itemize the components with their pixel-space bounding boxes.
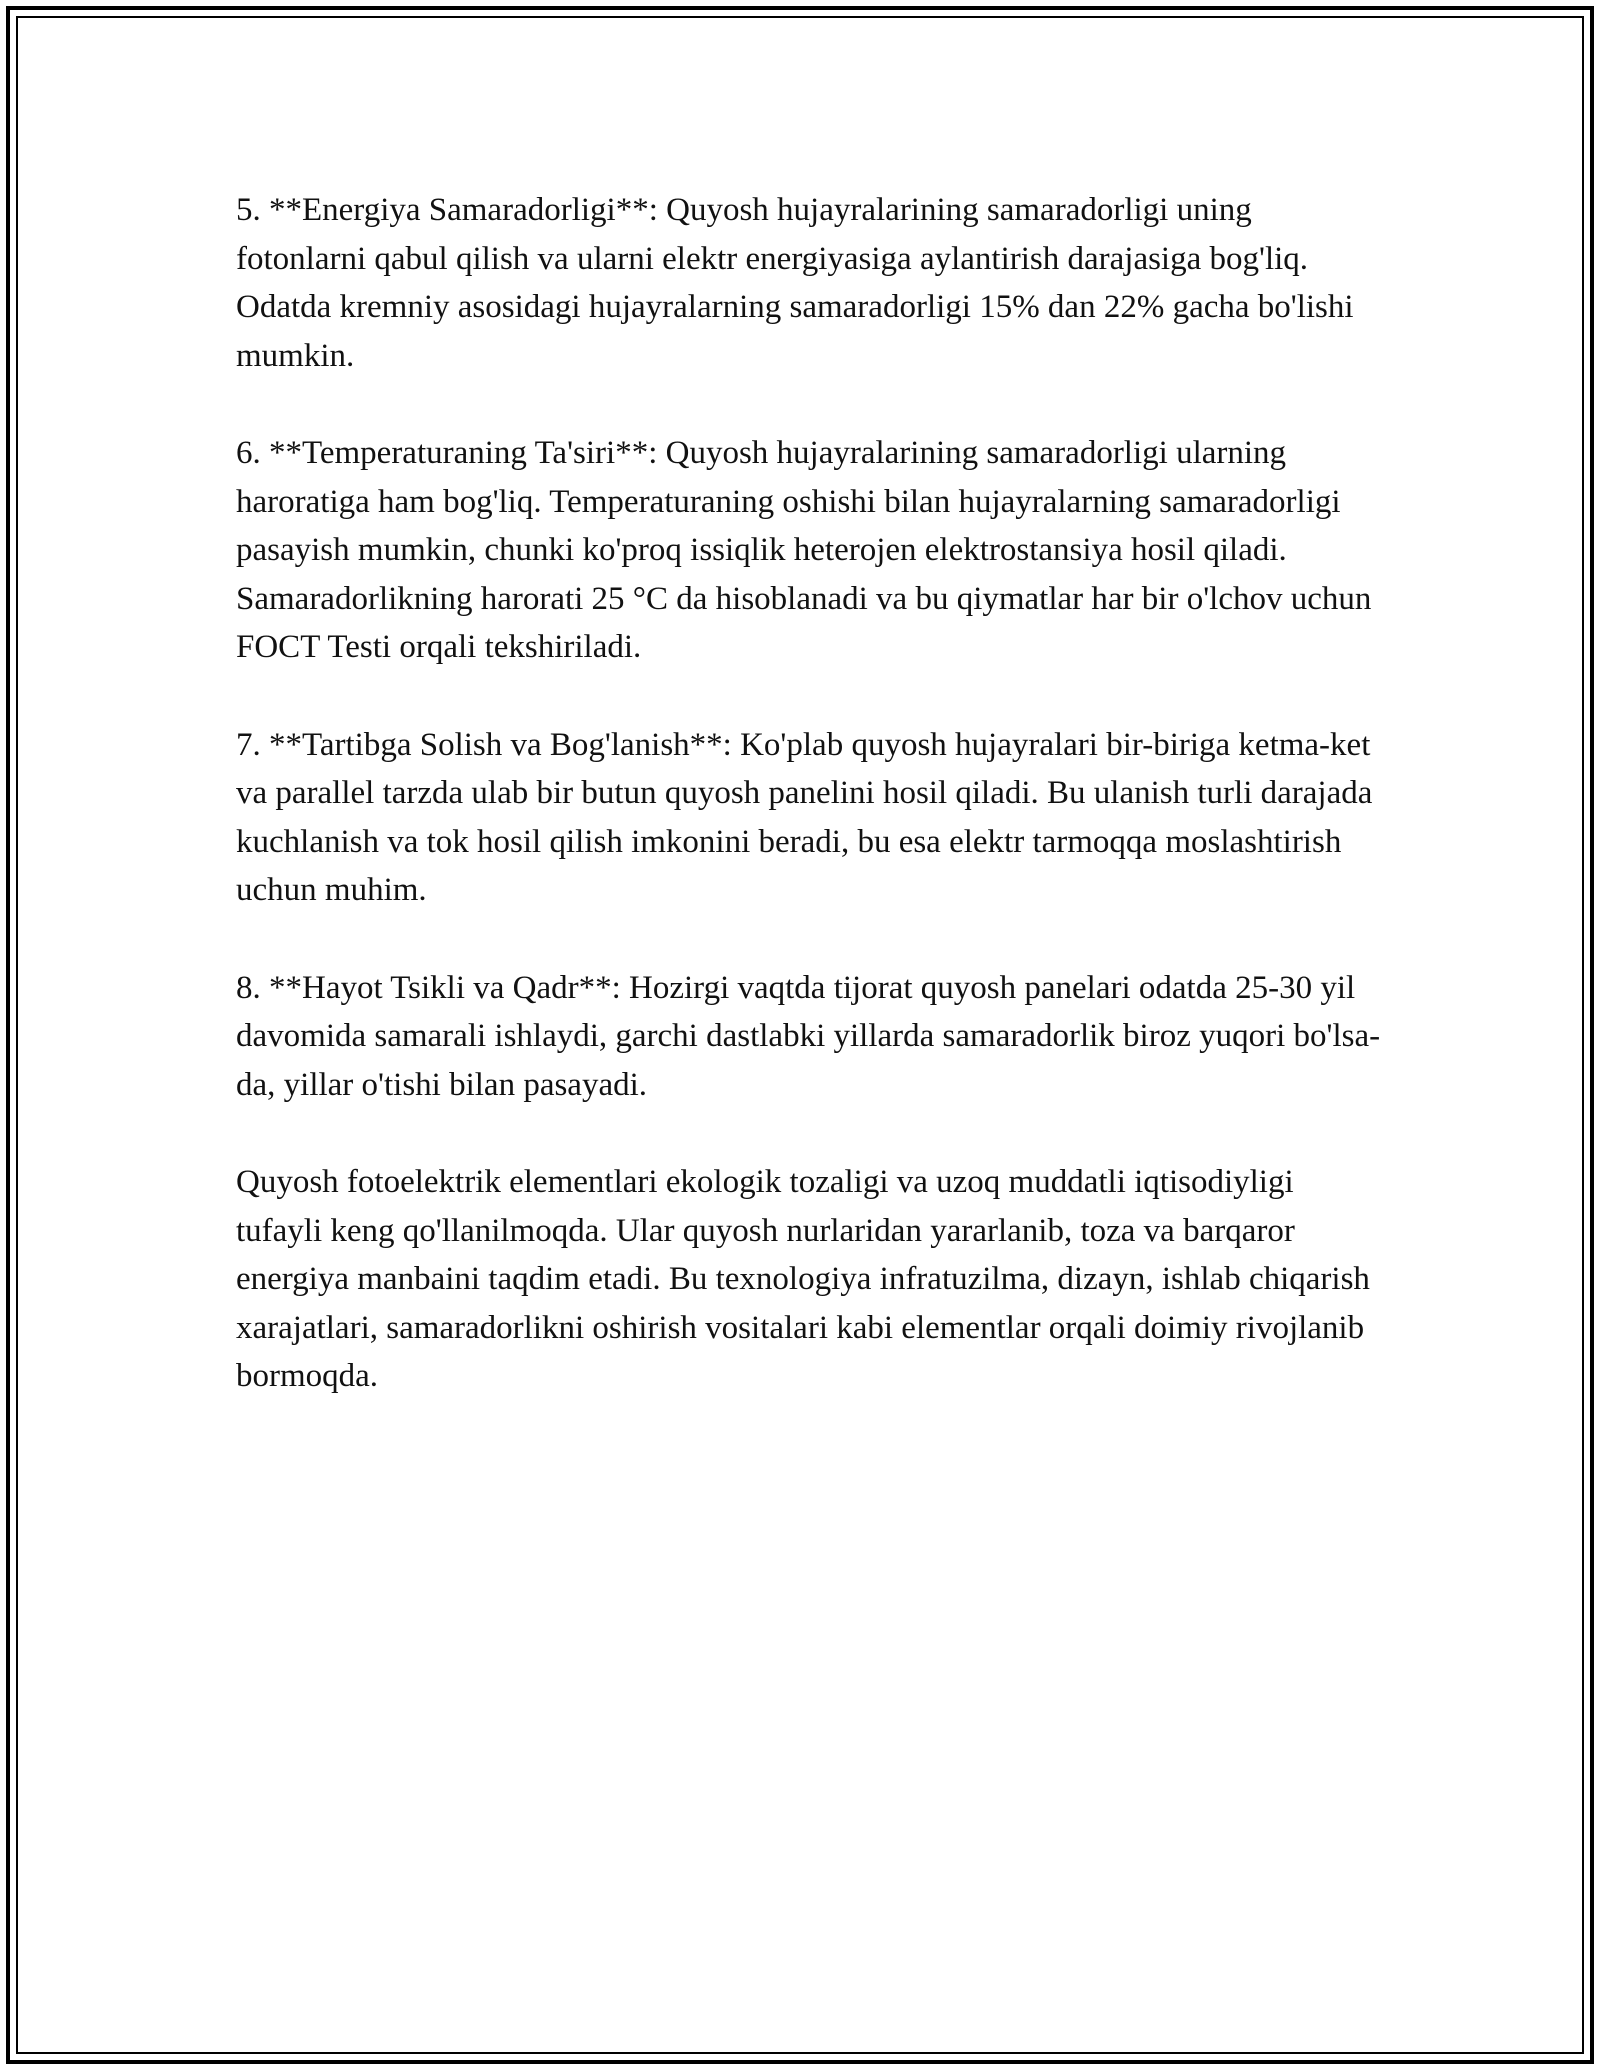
- paragraph-temperature-effect: 6. **Temperaturaning Ta'siri**: Quyosh hujayralarining samaradorligi ularning haroratiga ham bog'liq. Temperaturaning oshishi bilan hujayralarning samaradorligi pasayish mumkin, chunki ko'proq issiqlik heterojen elektrostansiya hosil qiladi. Samaradorlikning harorati 25 °C da hisoblanadi va bu qiymatlar har bir o'lchov uchun FOCT Testi orqali tekshiriladi.: [236, 435, 1372, 665]
- paragraph-conclusion: Quyosh fotoelektrik elementlari ekologik tozaligi va uzoq muddatli iqtisodiyligi tufayli keng qo'llanilmoqda. Ular quyosh nurlaridan yararlanib, toza va barqaror energiya manbaini taqdim etadi. Bu texnologiya infratuzilma, dizayn, ishlab chiqarish xarajatlari, samaradorlikni oshirish vositalari kabi elementlar orqali doimiy rivojlanib bormoqda.: [236, 1164, 1370, 1394]
- paragraph-life-cycle: 8. **Hayot Tsikli va Qadr**: Hozirgi vaqtda tijorat quyosh panelari odatda 25-30 yil davomida samarali ishlaydi, garchi dastlabki yillarda samaradorlik biroz yuqori bo'lsa-da, yillar o'tishi bilan pasayadi.: [236, 969, 1381, 1103]
- document-body: [236, 186, 1386, 1450]
- paragraph-arrangement-connection: 7. **Tartibga Solish va Bog'lanish**: Ko'plab quyosh hujayralari bir-biriga ketma-ket va parallel tarzda ulab bir butun quyosh panelini hosil qiladi. Bu ulanish turli darajada kuchlanish va tok hosil qilish imkonini beradi, bu esa elektr tarmoqqa moslashtirish uchun muhim.: [236, 726, 1373, 908]
- paragraph-energy-efficiency: 5. **Energiya Samaradorligi**: Quyosh hujayralarining samaradorligi uning fotonlarni qabul qilish va ularni elektr energiyasiga aylantirish darajasiga bog'liq. Odatda kremniy asosidagi hujayralarning samaradorligi 15% dan 22% gacha bo'lishi mumkin.: [236, 192, 1354, 374]
